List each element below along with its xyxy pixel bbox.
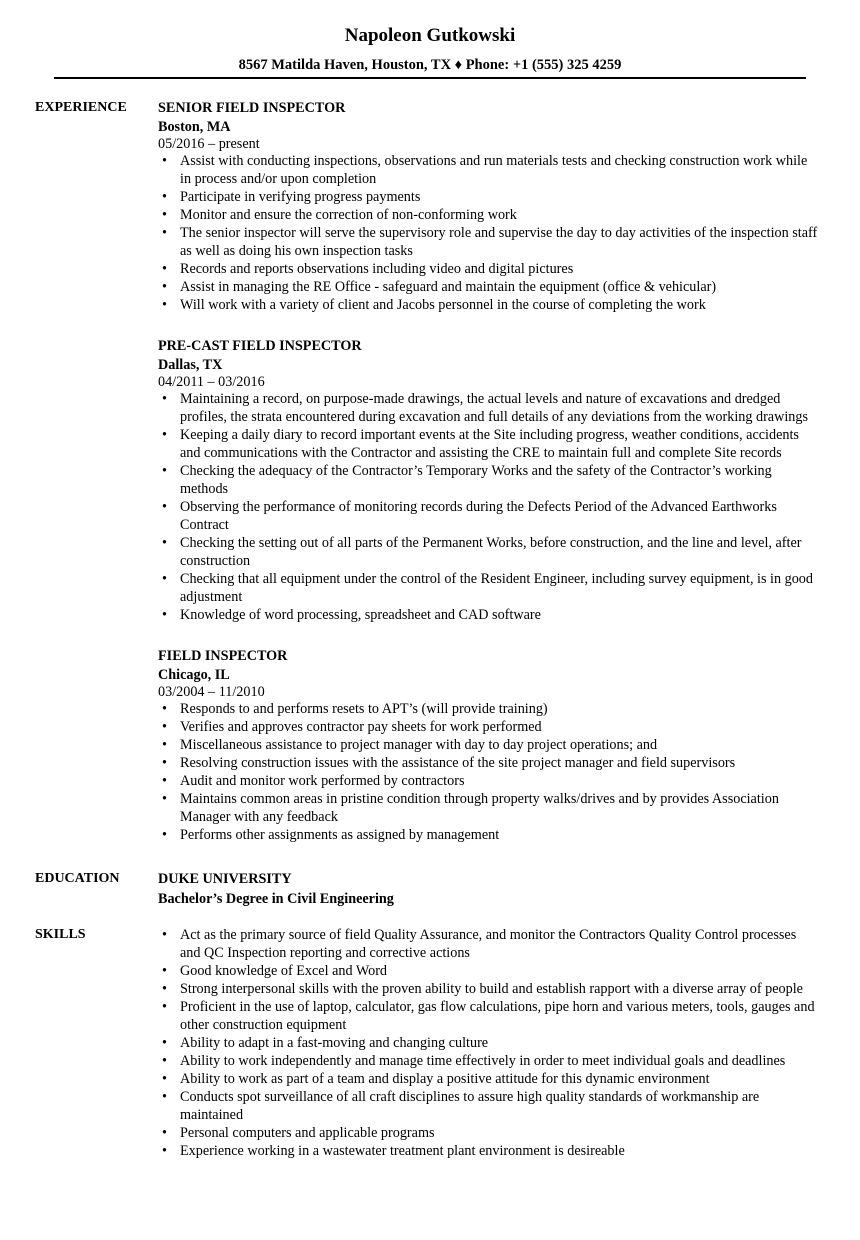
list-item: • Conducts spot surveillance of all craft disciplines to assure high quality standards of workmanship are maintained — [158, 1088, 820, 1124]
list-item: • The senior inspector will serve the supervisory role and supervise the day to day activities of the inspection staff as well as doing his own inspection tasks — [158, 224, 820, 260]
skills-list — [158, 926, 860, 1160]
list-item: • Checking that all equipment under the control of the Resident Engineer, including survey equipment, is in good adjustment — [158, 570, 820, 606]
job-title: SENIOR FIELD INSPECTOR — [158, 100, 346, 116]
section-label-education: EDUCATION — [35, 871, 120, 886]
list-item: • Knowledge of word processing, spreadsheet and CAD software — [158, 606, 820, 624]
list-item: • Maintains common areas in pristine condition through property walks/drives and by provides Association Manager with any feedback — [158, 790, 820, 826]
list-item: • Maintaining a record, on purpose-made drawings, the actual levels and nature of excavations and dredged profiles, the strata encountered during excavation and full details of any deviations from the working drawings — [158, 390, 820, 426]
list-item: • Will work with a variety of client and Jacobs personnel in the course of completing the work — [158, 296, 820, 314]
section-label-experience: EXPERIENCE — [35, 100, 127, 115]
list-item: • Assist in managing the RE Office - safeguard and maintain the equipment (office & vehicular) — [158, 278, 820, 296]
job-dates: 03/2004 – 11/2010 — [158, 684, 265, 700]
list-item: • Strong interpersonal skills with the proven ability to build and establish rapport with a diverse array of people — [158, 980, 820, 998]
job-location: Boston, MA — [158, 119, 231, 135]
school-name: DUKE UNIVERSITY — [158, 871, 292, 887]
list-item: • Responds to and performs resets to APT’s (will provide training) — [158, 700, 820, 718]
job-bullets — [158, 700, 860, 844]
list-item: • Ability to adapt in a fast-moving and changing culture — [158, 1034, 820, 1052]
list-item: • Keeping a daily diary to record important events at the Site including progress, weather conditions, accidents and communications with the Contractor and assisting the CRE to maintain full and complete Site records — [158, 426, 820, 462]
list-item: • Assist with conducting inspections, observations and run materials tests and checking construction work while in process and/or upon completion — [158, 152, 820, 188]
job-location: Chicago, IL — [158, 667, 230, 683]
header-divider — [54, 77, 806, 79]
skills-section — [0, 926, 860, 1160]
list-item: • Verifies and approves contractor pay sheets for work performed — [158, 718, 820, 736]
job-entry — [158, 647, 860, 844]
list-item: • Monitor and ensure the correction of non-conforming work — [158, 206, 820, 224]
section-label-skills: SKILLS — [35, 927, 86, 942]
resume-header — [0, 24, 860, 75]
contact-line: 8567 Matilda Haven, Houston, TX ♦ Phone: +1 (555) 325 4259 — [238, 57, 622, 73]
list-item: • Miscellaneous assistance to project manager with day to day project operations; and — [158, 736, 820, 754]
job-title: PRE-CAST FIELD INSPECTOR — [158, 338, 362, 354]
job-location: Dallas, TX — [158, 357, 223, 373]
list-item: • Participate in verifying progress payments — [158, 188, 820, 206]
education-section — [0, 870, 860, 909]
job-dates: 05/2016 – present — [158, 136, 260, 152]
list-item: • Performs other assignments as assigned by management — [158, 826, 820, 844]
job-bullets — [158, 152, 860, 314]
list-item: • Proficient in the use of laptop, calculator, gas flow calculations, pipe horn and various meters, tools, gauges and other construction equipment — [158, 998, 820, 1034]
list-item: • Audit and monitor work performed by contractors — [158, 772, 820, 790]
candidate-name: Napoleon Gutkowski — [344, 25, 516, 46]
job-dates: 04/2011 – 03/2016 — [158, 374, 265, 390]
experience-section — [0, 99, 860, 844]
job-entry — [158, 99, 860, 314]
list-item: • Ability to work independently and manage time effectively in order to meet individual goals and deadlines — [158, 1052, 820, 1070]
list-item: • Resolving construction issues with the assistance of the site project manager and field supervisors — [158, 754, 820, 772]
list-item: • Experience working in a wastewater treatment plant environment is desireable — [158, 1142, 820, 1160]
degree: Bachelor’s Degree in Civil Engineering — [158, 891, 394, 907]
list-item: • Records and reports observations including video and digital pictures — [158, 260, 820, 278]
job-title: FIELD INSPECTOR — [158, 648, 288, 664]
list-item: • Good knowledge of Excel and Word — [158, 962, 820, 980]
list-item: • Checking the setting out of all parts of the Permanent Works, before construction, and the line and level, after construction — [158, 534, 820, 570]
job-entry — [158, 337, 860, 624]
list-item: • Ability to work as part of a team and display a positive attitude for this dynamic environment — [158, 1070, 820, 1088]
list-item: • Personal computers and applicable programs — [158, 1124, 820, 1142]
list-item: • Observing the performance of monitoring records during the Defects Period of the Advanced Earthworks Contract — [158, 498, 820, 534]
job-bullets — [158, 390, 860, 624]
resume-body — [0, 97, 860, 1160]
list-item: • Checking the adequacy of the Contractor’s Temporary Works and the safety of the Contractor’s working methods — [158, 462, 820, 498]
list-item: • Act as the primary source of field Quality Assurance, and monitor the Contractors Quality Control processes and QC Inspection reporting and corrective actions — [158, 926, 820, 962]
